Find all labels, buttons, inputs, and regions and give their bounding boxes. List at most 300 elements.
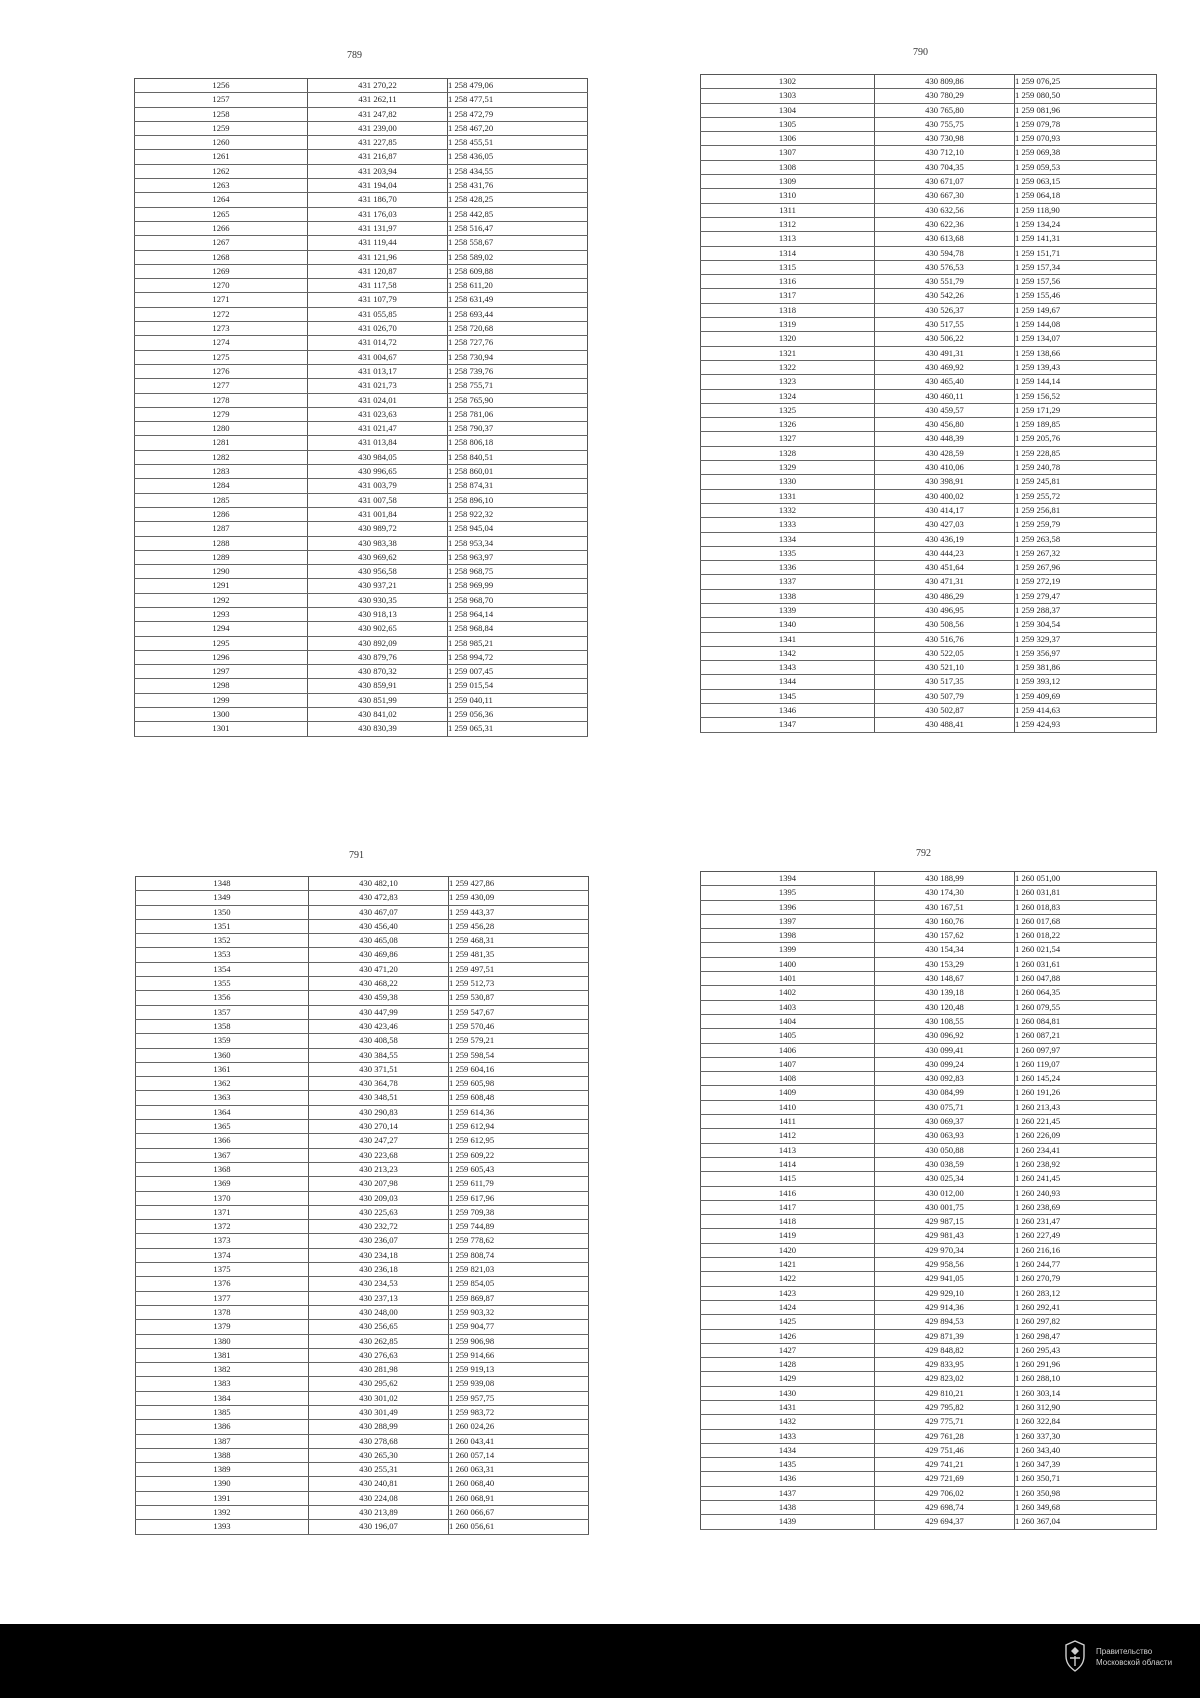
- point-number-cell: 1328: [701, 446, 875, 460]
- table-row: [701, 418, 1157, 432]
- x-coordinate-cell: 430 632,56: [875, 203, 1015, 217]
- table-row: [135, 193, 588, 207]
- y-coordinate-cell: 1 258 985,21: [448, 636, 588, 650]
- table-row: [701, 1172, 1157, 1186]
- y-coordinate-cell: 1 258 739,76: [448, 364, 588, 378]
- table-row: [701, 900, 1157, 914]
- point-number-cell: 1353: [136, 948, 309, 962]
- table-row: [701, 75, 1157, 89]
- point-number-cell: 1392: [136, 1506, 309, 1520]
- table-row: [135, 393, 588, 407]
- y-coordinate-cell: 1 260 097,97: [1015, 1043, 1157, 1057]
- x-coordinate-cell: 430 551,79: [875, 275, 1015, 289]
- table-row: [135, 593, 588, 607]
- y-coordinate-cell: 1 260 018,83: [1015, 900, 1157, 914]
- point-number-cell: 1396: [701, 900, 875, 914]
- point-number-cell: 1283: [135, 465, 308, 479]
- y-coordinate-cell: 1 258 472,79: [448, 107, 588, 121]
- point-number-cell: 1371: [136, 1205, 309, 1219]
- x-coordinate-cell: 430 236,07: [309, 1234, 449, 1248]
- x-coordinate-cell: 430 154,34: [875, 943, 1015, 957]
- x-coordinate-cell: 430 256,65: [309, 1320, 449, 1334]
- table-row: [135, 693, 588, 707]
- point-number-cell: 1272: [135, 307, 308, 321]
- x-coordinate-cell: 430 576,53: [875, 260, 1015, 274]
- point-number-cell: 1354: [136, 962, 309, 976]
- x-coordinate-cell: 430 225,63: [309, 1205, 449, 1219]
- point-number-cell: 1414: [701, 1157, 875, 1171]
- point-number-cell: 1285: [135, 493, 308, 507]
- x-coordinate-cell: 430 398,91: [875, 475, 1015, 489]
- point-number-cell: 1258: [135, 107, 308, 121]
- point-number-cell: 1379: [136, 1320, 309, 1334]
- y-coordinate-cell: 1 259 604,16: [449, 1062, 589, 1076]
- y-coordinate-cell: 1 259 007,45: [448, 665, 588, 679]
- y-coordinate-cell: 1 260 350,71: [1015, 1472, 1157, 1486]
- table-row: [136, 1491, 589, 1505]
- x-coordinate-cell: 429 958,56: [875, 1258, 1015, 1272]
- x-coordinate-cell: 431 026,70: [308, 322, 448, 336]
- x-coordinate-cell: 430 879,76: [308, 650, 448, 664]
- table-row: [701, 189, 1157, 203]
- x-coordinate-cell: 430 451,64: [875, 561, 1015, 575]
- table-row: [135, 93, 588, 107]
- y-coordinate-cell: 1 259 255,72: [1015, 489, 1157, 503]
- point-number-cell: 1385: [136, 1405, 309, 1419]
- table-row: [701, 1243, 1157, 1257]
- x-coordinate-cell: 430 232,72: [309, 1220, 449, 1234]
- point-number-cell: 1275: [135, 350, 308, 364]
- table-row: [135, 708, 588, 722]
- x-coordinate-cell: 430 542,26: [875, 289, 1015, 303]
- y-coordinate-cell: 1 260 017,68: [1015, 914, 1157, 928]
- y-coordinate-cell: 1 259 497,51: [449, 962, 589, 976]
- point-number-cell: 1391: [136, 1491, 309, 1505]
- x-coordinate-cell: 431 014,72: [308, 336, 448, 350]
- x-coordinate-cell: 430 236,18: [309, 1263, 449, 1277]
- table-row: [701, 1415, 1157, 1429]
- point-number-cell: 1409: [701, 1086, 875, 1100]
- table-row: [701, 346, 1157, 360]
- table-row: [136, 1320, 589, 1334]
- x-coordinate-cell: 431 194,04: [308, 179, 448, 193]
- y-coordinate-cell: 1 260 047,88: [1015, 972, 1157, 986]
- y-coordinate-cell: 1 258 467,20: [448, 121, 588, 135]
- y-coordinate-cell: 1 259 414,63: [1015, 704, 1157, 718]
- point-number-cell: 1327: [701, 432, 875, 446]
- point-number-cell: 1382: [136, 1363, 309, 1377]
- x-coordinate-cell: 430 224,08: [309, 1491, 449, 1505]
- x-coordinate-cell: 430 223,68: [309, 1148, 449, 1162]
- x-coordinate-cell: 429 871,39: [875, 1329, 1015, 1343]
- x-coordinate-cell: 429 741,21: [875, 1458, 1015, 1472]
- y-coordinate-cell: 1 258 479,06: [448, 79, 588, 93]
- table-row: [701, 375, 1157, 389]
- x-coordinate-cell: 430 507,79: [875, 689, 1015, 703]
- x-coordinate-cell: 431 003,79: [308, 479, 448, 493]
- y-coordinate-cell: 1 260 244,77: [1015, 1258, 1157, 1272]
- table-row: [136, 1520, 589, 1534]
- y-coordinate-cell: 1 258 558,67: [448, 236, 588, 250]
- y-coordinate-cell: 1 259 256,81: [1015, 503, 1157, 517]
- table-row: [701, 872, 1157, 886]
- y-coordinate-cell: 1 259 272,19: [1015, 575, 1157, 589]
- point-number-cell: 1271: [135, 293, 308, 307]
- table-row: [136, 1019, 589, 1033]
- point-number-cell: 1288: [135, 536, 308, 550]
- y-coordinate-cell: 1 259 547,67: [449, 1005, 589, 1019]
- x-coordinate-cell: 430 295,62: [309, 1377, 449, 1391]
- table-row: [701, 289, 1157, 303]
- x-coordinate-cell: 431 001,84: [308, 507, 448, 521]
- table-row: [136, 1448, 589, 1462]
- y-coordinate-cell: 1 258 953,34: [448, 536, 588, 550]
- y-coordinate-cell: 1 259 245,81: [1015, 475, 1157, 489]
- x-coordinate-cell: 429 761,28: [875, 1429, 1015, 1443]
- table-row: [136, 891, 589, 905]
- table-row: [701, 117, 1157, 131]
- y-coordinate-cell: 1 258 994,72: [448, 650, 588, 664]
- x-coordinate-cell: 431 121,96: [308, 250, 448, 264]
- y-coordinate-cell: 1 259 456,28: [449, 919, 589, 933]
- x-coordinate-cell: 430 516,76: [875, 632, 1015, 646]
- x-coordinate-cell: 430 400,02: [875, 489, 1015, 503]
- y-coordinate-cell: 1 259 205,76: [1015, 432, 1157, 446]
- table-row: [701, 1215, 1157, 1229]
- y-coordinate-cell: 1 259 598,54: [449, 1048, 589, 1062]
- table-row: [135, 107, 588, 121]
- x-coordinate-cell: 430 841,02: [308, 708, 448, 722]
- x-coordinate-cell: 430 918,13: [308, 607, 448, 621]
- table-row: [701, 886, 1157, 900]
- x-coordinate-cell: 430 248,00: [309, 1305, 449, 1319]
- x-coordinate-cell: 430 712,10: [875, 146, 1015, 160]
- x-coordinate-cell: 430 667,30: [875, 189, 1015, 203]
- x-coordinate-cell: 430 436,19: [875, 532, 1015, 546]
- point-number-cell: 1302: [701, 75, 875, 89]
- y-coordinate-cell: 1 259 288,37: [1015, 603, 1157, 617]
- coordinates-table: [135, 876, 589, 1535]
- point-number-cell: 1410: [701, 1100, 875, 1114]
- y-coordinate-cell: 1 259 063,15: [1015, 175, 1157, 189]
- point-number-cell: 1437: [701, 1486, 875, 1500]
- point-number-cell: 1402: [701, 986, 875, 1000]
- table-row: [701, 972, 1157, 986]
- y-coordinate-cell: 1 260 337,30: [1015, 1429, 1157, 1443]
- point-number-cell: 1303: [701, 89, 875, 103]
- y-coordinate-cell: 1 259 443,37: [449, 905, 589, 919]
- x-coordinate-cell: 430 423,46: [309, 1019, 449, 1033]
- x-coordinate-cell: 430 671,07: [875, 175, 1015, 189]
- x-coordinate-cell: 429 823,02: [875, 1372, 1015, 1386]
- x-coordinate-cell: 430 472,83: [309, 891, 449, 905]
- point-number-cell: 1429: [701, 1372, 875, 1386]
- point-number-cell: 1361: [136, 1062, 309, 1076]
- y-coordinate-cell: 1 260 322,84: [1015, 1415, 1157, 1429]
- x-coordinate-cell: 430 902,65: [308, 622, 448, 636]
- table-row: [136, 1134, 589, 1148]
- x-coordinate-cell: 430 050,88: [875, 1143, 1015, 1157]
- point-number-cell: 1351: [136, 919, 309, 933]
- x-coordinate-cell: 430 730,98: [875, 132, 1015, 146]
- point-number-cell: 1426: [701, 1329, 875, 1343]
- point-number-cell: 1329: [701, 461, 875, 475]
- table-row: [701, 1329, 1157, 1343]
- table-row: [135, 479, 588, 493]
- x-coordinate-cell: 430 830,39: [308, 722, 448, 736]
- y-coordinate-cell: 1 259 612,94: [449, 1120, 589, 1134]
- table-row: [701, 1029, 1157, 1043]
- table-row: [136, 1034, 589, 1048]
- x-coordinate-cell: 430 371,51: [309, 1062, 449, 1076]
- table-row: [136, 1048, 589, 1062]
- table-row: [135, 493, 588, 507]
- x-coordinate-cell: 430 301,02: [309, 1391, 449, 1405]
- x-coordinate-cell: 430 092,83: [875, 1072, 1015, 1086]
- point-number-cell: 1277: [135, 379, 308, 393]
- y-coordinate-cell: 1 259 778,62: [449, 1234, 589, 1248]
- table-row: [135, 364, 588, 378]
- x-coordinate-cell: 431 023,63: [308, 407, 448, 421]
- y-coordinate-cell: 1 260 295,43: [1015, 1343, 1157, 1357]
- table-row: [701, 1086, 1157, 1100]
- table-row: [701, 957, 1157, 971]
- table-row: [136, 1205, 589, 1219]
- table-row: [135, 250, 588, 264]
- y-coordinate-cell: 1 258 609,88: [448, 264, 588, 278]
- point-number-cell: 1267: [135, 236, 308, 250]
- table-row: [135, 121, 588, 135]
- x-coordinate-cell: 430 937,21: [308, 579, 448, 593]
- table-row: [701, 1014, 1157, 1028]
- point-number-cell: 1368: [136, 1162, 309, 1176]
- y-coordinate-cell: 1 260 238,92: [1015, 1157, 1157, 1171]
- x-coordinate-cell: 430 892,09: [308, 636, 448, 650]
- table-row: [701, 1186, 1157, 1200]
- point-number-cell: 1395: [701, 886, 875, 900]
- point-number-cell: 1362: [136, 1077, 309, 1091]
- y-coordinate-cell: 1 259 059,53: [1015, 160, 1157, 174]
- point-number-cell: 1336: [701, 561, 875, 575]
- y-coordinate-cell: 1 260 064,35: [1015, 986, 1157, 1000]
- point-number-cell: 1317: [701, 289, 875, 303]
- x-coordinate-cell: 431 120,87: [308, 264, 448, 278]
- point-number-cell: 1340: [701, 618, 875, 632]
- x-coordinate-cell: 430 188,99: [875, 872, 1015, 886]
- y-coordinate-cell: 1 259 069,38: [1015, 146, 1157, 160]
- point-number-cell: 1312: [701, 217, 875, 231]
- point-number-cell: 1404: [701, 1014, 875, 1028]
- point-number-cell: 1422: [701, 1272, 875, 1286]
- y-coordinate-cell: 1 260 241,45: [1015, 1172, 1157, 1186]
- x-coordinate-cell: 430 414,17: [875, 503, 1015, 517]
- y-coordinate-cell: 1 258 477,51: [448, 93, 588, 107]
- table-row: [135, 679, 588, 693]
- x-coordinate-cell: 431 004,67: [308, 350, 448, 364]
- y-coordinate-cell: 1 260 213,43: [1015, 1100, 1157, 1114]
- table-row: [136, 1277, 589, 1291]
- point-number-cell: 1425: [701, 1315, 875, 1329]
- y-coordinate-cell: 1 258 428,25: [448, 193, 588, 207]
- y-coordinate-cell: 1 258 730,94: [448, 350, 588, 364]
- y-coordinate-cell: 1 259 983,72: [449, 1405, 589, 1419]
- table-row: [701, 246, 1157, 260]
- table-row: [701, 1143, 1157, 1157]
- x-coordinate-cell: 430 069,37: [875, 1115, 1015, 1129]
- table-row: [136, 919, 589, 933]
- point-number-cell: 1359: [136, 1034, 309, 1048]
- x-coordinate-cell: 430 139,18: [875, 986, 1015, 1000]
- x-coordinate-cell: 430 075,71: [875, 1100, 1015, 1114]
- x-coordinate-cell: 429 810,21: [875, 1386, 1015, 1400]
- x-coordinate-cell: 431 024,01: [308, 393, 448, 407]
- point-number-cell: 1344: [701, 675, 875, 689]
- table-row: [701, 175, 1157, 189]
- point-number-cell: 1334: [701, 532, 875, 546]
- point-number-cell: 1319: [701, 318, 875, 332]
- x-coordinate-cell: 431 270,22: [308, 79, 448, 93]
- table-row: [135, 579, 588, 593]
- y-coordinate-cell: 1 260 312,90: [1015, 1400, 1157, 1414]
- point-number-cell: 1380: [136, 1334, 309, 1348]
- point-number-cell: 1421: [701, 1258, 875, 1272]
- x-coordinate-cell: 430 213,89: [309, 1506, 449, 1520]
- y-coordinate-cell: 1 259 015,54: [448, 679, 588, 693]
- point-number-cell: 1383: [136, 1377, 309, 1391]
- y-coordinate-cell: 1 259 263,58: [1015, 532, 1157, 546]
- point-number-cell: 1420: [701, 1243, 875, 1257]
- y-coordinate-cell: 1 259 709,38: [449, 1205, 589, 1219]
- y-coordinate-cell: 1 259 267,96: [1015, 561, 1157, 575]
- point-number-cell: 1294: [135, 622, 308, 636]
- table-row: [135, 207, 588, 221]
- point-number-cell: 1280: [135, 422, 308, 436]
- y-coordinate-cell: 1 258 434,55: [448, 164, 588, 178]
- point-number-cell: 1308: [701, 160, 875, 174]
- x-coordinate-cell: 430 930,35: [308, 593, 448, 607]
- point-number-cell: 1348: [136, 877, 309, 891]
- x-coordinate-cell: 430 153,29: [875, 957, 1015, 971]
- point-number-cell: 1256: [135, 79, 308, 93]
- x-coordinate-cell: 431 013,17: [308, 364, 448, 378]
- y-coordinate-cell: 1 258 840,51: [448, 450, 588, 464]
- point-number-cell: 1259: [135, 121, 308, 135]
- table-row: [701, 1501, 1157, 1515]
- table-row: [135, 379, 588, 393]
- x-coordinate-cell: 430 486,29: [875, 589, 1015, 603]
- table-row: [136, 877, 589, 891]
- y-coordinate-cell: 1 259 808,74: [449, 1248, 589, 1262]
- point-number-cell: 1434: [701, 1443, 875, 1457]
- point-number-cell: 1331: [701, 489, 875, 503]
- y-coordinate-cell: 1 259 134,07: [1015, 332, 1157, 346]
- x-coordinate-cell: 430 096,92: [875, 1029, 1015, 1043]
- table-row: [701, 1286, 1157, 1300]
- table-row: [701, 489, 1157, 503]
- x-coordinate-cell: 430 765,80: [875, 103, 1015, 117]
- x-coordinate-cell: 430 281,98: [309, 1363, 449, 1377]
- point-number-cell: 1427: [701, 1343, 875, 1357]
- x-coordinate-cell: 430 471,31: [875, 575, 1015, 589]
- point-number-cell: 1363: [136, 1091, 309, 1105]
- y-coordinate-cell: 1 259 267,32: [1015, 546, 1157, 560]
- table-row: [701, 89, 1157, 103]
- y-coordinate-cell: 1 259 512,73: [449, 977, 589, 991]
- y-coordinate-cell: 1 258 589,02: [448, 250, 588, 264]
- point-number-cell: 1309: [701, 175, 875, 189]
- y-coordinate-cell: 1 258 720,68: [448, 322, 588, 336]
- y-coordinate-cell: 1 258 968,75: [448, 565, 588, 579]
- table-row: [136, 1405, 589, 1419]
- point-number-cell: 1346: [701, 704, 875, 718]
- table-row: [136, 1377, 589, 1391]
- table-row: [701, 432, 1157, 446]
- point-number-cell: 1263: [135, 179, 308, 193]
- y-coordinate-cell: 1 259 070,93: [1015, 132, 1157, 146]
- y-coordinate-cell: 1 260 367,04: [1015, 1515, 1157, 1529]
- y-coordinate-cell: 1 259 118,90: [1015, 203, 1157, 217]
- x-coordinate-cell: 430 809,86: [875, 75, 1015, 89]
- point-number-cell: 1411: [701, 1115, 875, 1129]
- x-coordinate-cell: 430 099,24: [875, 1057, 1015, 1071]
- x-coordinate-cell: 431 055,85: [308, 307, 448, 321]
- y-coordinate-cell: 1 260 227,49: [1015, 1229, 1157, 1243]
- y-coordinate-cell: 1 260 018,22: [1015, 929, 1157, 943]
- table-row: [701, 914, 1157, 928]
- y-coordinate-cell: 1 259 381,86: [1015, 661, 1157, 675]
- x-coordinate-cell: 429 775,71: [875, 1415, 1015, 1429]
- y-coordinate-cell: 1 259 134,24: [1015, 217, 1157, 231]
- x-coordinate-cell: 430 234,53: [309, 1277, 449, 1291]
- table-row: [135, 407, 588, 421]
- point-number-cell: 1365: [136, 1120, 309, 1134]
- table-row: [701, 232, 1157, 246]
- point-number-cell: 1364: [136, 1105, 309, 1119]
- x-coordinate-cell: 430 870,32: [308, 665, 448, 679]
- y-coordinate-cell: 1 259 530,87: [449, 991, 589, 1005]
- table-row: [701, 160, 1157, 174]
- table-row: [135, 536, 588, 550]
- y-coordinate-cell: 1 259 144,08: [1015, 318, 1157, 332]
- y-coordinate-cell: 1 260 068,40: [449, 1477, 589, 1491]
- y-coordinate-cell: 1 260 347,39: [1015, 1458, 1157, 1472]
- table-row: [135, 136, 588, 150]
- x-coordinate-cell: 429 970,34: [875, 1243, 1015, 1257]
- y-coordinate-cell: 1 259 570,46: [449, 1019, 589, 1033]
- y-coordinate-cell: 1 260 349,68: [1015, 1501, 1157, 1515]
- y-coordinate-cell: 1 260 270,79: [1015, 1272, 1157, 1286]
- x-coordinate-cell: 430 465,08: [309, 934, 449, 948]
- y-coordinate-cell: 1 258 755,71: [448, 379, 588, 393]
- point-number-cell: 1373: [136, 1234, 309, 1248]
- x-coordinate-cell: 430 517,55: [875, 318, 1015, 332]
- x-coordinate-cell: 431 021,73: [308, 379, 448, 393]
- point-number-cell: 1393: [136, 1520, 309, 1534]
- table-row: [135, 522, 588, 536]
- table-row: [701, 403, 1157, 417]
- y-coordinate-cell: 1 260 066,67: [449, 1506, 589, 1520]
- x-coordinate-cell: 430 983,38: [308, 536, 448, 550]
- footer-line-2: Московской области: [1096, 1658, 1173, 1667]
- y-coordinate-cell: 1 259 156,52: [1015, 389, 1157, 403]
- point-number-cell: 1282: [135, 450, 308, 464]
- y-coordinate-cell: 1 259 609,22: [449, 1148, 589, 1162]
- x-coordinate-cell: 430 488,41: [875, 718, 1015, 732]
- y-coordinate-cell: 1 259 259,79: [1015, 518, 1157, 532]
- table-row: [701, 275, 1157, 289]
- point-number-cell: 1388: [136, 1448, 309, 1462]
- point-number-cell: 1284: [135, 479, 308, 493]
